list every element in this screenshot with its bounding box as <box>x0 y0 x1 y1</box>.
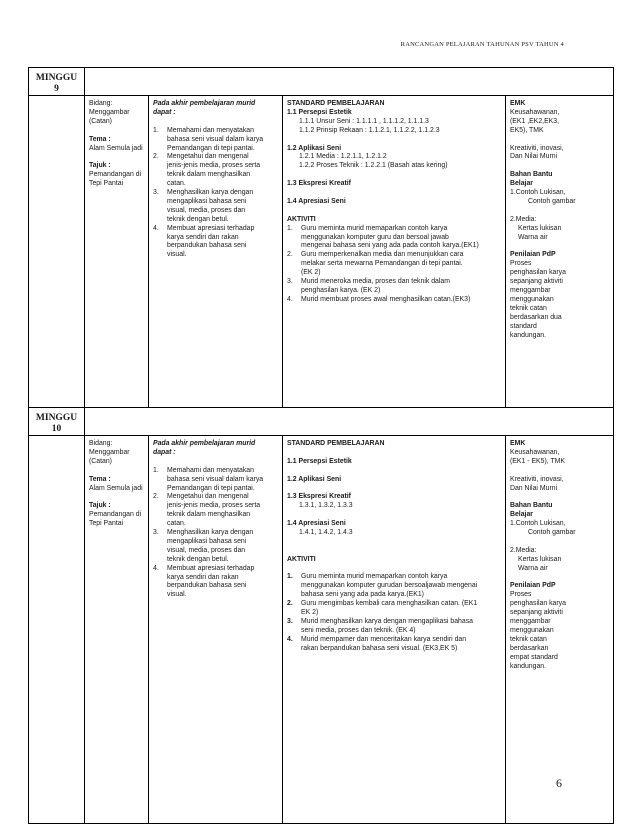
activity-num: 3. <box>287 278 293 286</box>
activity-line: seni media, proses dan teknik. (EK 4) <box>301 626 416 634</box>
emk-line: empat standard <box>510 653 558 661</box>
emk-line: menggambar <box>510 286 551 294</box>
emk-line: Dan Nilai Murni <box>510 484 558 492</box>
activity-line: Guru meminta murid memaparkan contoh karya <box>301 224 448 232</box>
lesson-plan-table <box>28 67 614 824</box>
emk-line: menggunakan <box>510 295 554 303</box>
objective-line: Mengetahui dan mengenal <box>167 493 249 501</box>
spacer <box>510 467 609 476</box>
activity-line: bahasa seni yang ada pada karya.(EK1) <box>301 591 424 599</box>
objective-line: catan. <box>167 180 186 188</box>
activity-num: 4. <box>287 295 293 303</box>
objective-item <box>153 493 278 529</box>
objective-num: 3. <box>153 189 159 197</box>
objective-line: visual. <box>167 591 187 599</box>
objective-num: 1. <box>153 126 159 134</box>
week-spacer-cell <box>29 96 85 408</box>
objective-line: visual, media, proses dan <box>167 206 246 214</box>
objective-line: visual, media, proses dan <box>167 546 246 554</box>
activity-line: Murid membuat proses awal menghasilkan catan.(EK3) <box>301 295 471 303</box>
standard-line: 1.4 Apresiasi Seni <box>287 197 346 205</box>
standard-line: 1.1 Persepsi Estetik <box>287 108 352 116</box>
standard-title: STANDARD PEMBELAJARAN <box>287 100 385 107</box>
activity-line: Guru meminta murid memaparkan contoh karya <box>301 573 448 581</box>
activity-item <box>287 296 501 305</box>
objective-num: 4. <box>153 224 159 232</box>
objective-item <box>153 565 278 601</box>
activity-item <box>287 600 501 618</box>
emk-line: teknik catan <box>510 635 547 643</box>
activity-item <box>287 636 501 654</box>
objective-cell <box>149 436 283 824</box>
week-content-row <box>29 436 614 824</box>
bidang-title: Bidang: <box>89 440 113 447</box>
bidang-line: Menggambar <box>89 108 130 116</box>
objective-item <box>153 467 278 494</box>
objective-line: teknik dengan betul. <box>167 215 229 223</box>
spacer <box>510 574 609 583</box>
emk-line: Proses <box>510 260 532 268</box>
week-header-row <box>29 408 614 436</box>
objective-line: mengaplikasi bahasa seni <box>167 197 247 205</box>
objective-num: 3. <box>153 529 159 537</box>
emk-line: (EK1 - EK5), TMK <box>510 457 566 465</box>
tema-title: Tema : <box>89 475 111 483</box>
emk-line: standard <box>510 322 537 330</box>
spacer <box>287 565 501 574</box>
objective-line: bahasa seni visual dalam karya <box>167 135 264 143</box>
spacer <box>89 127 144 136</box>
standard-line: 1.3 Ekspresi Kreatif <box>287 493 351 501</box>
objective-line: berpandukan bahasa seni <box>167 242 247 250</box>
spacer <box>287 538 501 547</box>
bidang-line: (Catan) <box>89 457 112 465</box>
emk-line: Penilaian PdP <box>510 582 556 590</box>
topic-cell <box>85 96 149 408</box>
objective-line: Memahami dan menyatakan <box>167 126 254 134</box>
spacer <box>287 467 501 476</box>
emk-line: Keusahawanan, <box>510 448 560 456</box>
tema-value: Alam Semula jadi <box>89 484 143 492</box>
emk-line: berdasarkan dua <box>510 313 562 321</box>
emk-line: Proses <box>510 591 532 599</box>
objective-item <box>153 127 278 154</box>
objective-line: catan. <box>167 520 186 528</box>
standard-line: 1.2.2 Proses Teknik : 1.2.2.1 (Basah atas kering) <box>299 162 448 170</box>
standard-line: 1.4.1, 1.4.2, 1.4.3 <box>299 529 353 536</box>
emk-line: kandungan. <box>510 662 547 670</box>
emk-line: Kertas lukisan <box>518 555 562 563</box>
objective-line: jenis-jenis media, proses serta <box>167 162 261 170</box>
page-number: 6 <box>556 776 562 790</box>
standard-cell <box>283 436 506 824</box>
spacer <box>89 493 144 502</box>
objective-line: visual. <box>167 251 187 259</box>
objective-line: teknik dengan betul. <box>167 555 229 563</box>
emk-line: Penilaian PdP <box>510 251 556 259</box>
activity-line: Guru mengimbas kembali cara menghasilkan catan. (EK1 <box>301 600 478 608</box>
objective-line: teknik dalam menghasilkan <box>167 171 251 179</box>
objective-intro: Pada akhir pembelajaran murid <box>153 100 256 107</box>
objective-line: karya sendiri dan rakan <box>167 573 239 581</box>
objective-line: berpandukan bahasa seni <box>167 582 247 590</box>
spacer <box>510 136 609 145</box>
objective-line: Menghasilkan karya dengan <box>167 189 254 197</box>
emk-line: EK5), TMK <box>510 126 544 134</box>
activity-line: Murid mempamer dan menceritakan karya sendiri dan <box>301 635 467 643</box>
spacer <box>287 136 501 145</box>
tajuk-line: Pemandangan di <box>89 171 142 179</box>
objective-line: karya sendiri dan rakan <box>167 233 239 241</box>
activity-line: menggunakan komputer gurudan bersoaljawab mengenai <box>301 582 478 590</box>
standard-line: 1.2 Aplikasi Seni <box>287 475 342 483</box>
standard-line: 1.2 Aplikasi Seni <box>287 144 342 152</box>
standard-line: 1.3.1, 1.3.2, 1.3.3 <box>299 502 353 510</box>
objective-num: 2. <box>153 493 159 501</box>
activity-line: Murid menghasilkan karya dengan mengaplikasi bahasa <box>301 618 473 626</box>
week-label <box>29 68 85 96</box>
objective-line: mengaplikasi bahasa seni <box>167 537 247 545</box>
activity-title: AKTIVITI <box>287 215 316 223</box>
standard-line: 1.1.2 Prinsip Rekaan : 1.1.2.1, 1.1.2.2, 1.1.2.3 <box>299 126 440 134</box>
emk-cell <box>506 96 614 408</box>
objective-intro: Pada akhir pembelajaran murid <box>153 440 256 447</box>
objective-intro: dapat : <box>153 448 176 456</box>
objective-num: 4. <box>153 564 159 572</box>
emk-line: teknik catan <box>510 304 547 312</box>
tema-title: Tema : <box>89 135 111 143</box>
standard-line: 1.1 Persepsi Estetik <box>287 457 352 465</box>
emk-line: 2.Media: <box>510 546 537 554</box>
emk-line: menggunakan <box>510 626 554 634</box>
spacer <box>510 493 609 502</box>
week-header-blank <box>85 408 614 436</box>
activity-line: Guru memperkenalkan media dan menunjukkan cara <box>301 251 464 259</box>
objective-item <box>153 153 278 189</box>
objective-line: jenis-jenis media, proses serta <box>167 502 261 510</box>
objective-line: Menghasilkan karya dengan <box>167 529 254 537</box>
activity-line: menggunakan komputer guru dan bersoal jawab <box>301 233 449 241</box>
spacer <box>287 449 501 458</box>
emk-line: sepanjang aktiviti <box>510 278 563 286</box>
spacer <box>510 538 609 547</box>
emk-line: Kreativiti, inovasi, <box>510 475 564 483</box>
emk-line: sepanjang aktiviti <box>510 609 563 617</box>
bidang-title: Bidang: <box>89 100 113 107</box>
spacer <box>287 171 501 180</box>
activity-line: penghasilan karya. (EK 2) <box>301 286 381 294</box>
activity-line: Murid meneroka media, proses dan teknik dalam <box>301 278 450 286</box>
tema-value: Alam Semula jadi <box>89 144 143 152</box>
emk-line: Kreativiti, inovasi, <box>510 144 564 152</box>
objective-line: Pemandangan di tepi pantai. <box>167 484 255 492</box>
activity-num: 3. <box>287 618 293 626</box>
emk-line: EMK <box>510 440 526 447</box>
spacer <box>287 207 501 216</box>
week-label-line: MINGGU <box>35 73 78 83</box>
objective-line: Memahami dan menyatakan <box>167 466 254 474</box>
activity-item <box>287 278 501 296</box>
tajuk-title: Tajuk : <box>89 502 111 510</box>
spacer <box>287 511 501 520</box>
objective-line: bahasa seni visual dalam karya <box>167 475 264 483</box>
objective-list <box>153 127 278 261</box>
emk-line: 1.Contoh Lukisan, <box>510 189 566 197</box>
objective-line: Mengetahui dan mengenal <box>167 153 249 161</box>
spacer <box>510 242 609 251</box>
objective-list <box>153 467 278 601</box>
standard-line: 1.1.1 Unsur Seni : 1.1.1.1 , 1.1.1.2, 1.1.1.3 <box>299 117 429 125</box>
bidang-line: (Catan) <box>89 117 112 125</box>
activity-item <box>287 225 501 252</box>
week-label <box>29 408 85 436</box>
emk-line: Bahan Bantu <box>510 171 553 179</box>
spacer <box>287 547 501 556</box>
emk-line: penghasilan karya <box>510 600 566 608</box>
week-header-blank <box>85 68 614 96</box>
objective-item <box>153 225 278 261</box>
bidang-line: Menggambar <box>89 448 130 456</box>
week-number: 9 <box>54 84 59 94</box>
activity-item <box>287 573 501 600</box>
emk-line: kandungan. <box>510 331 547 339</box>
week-spacer-cell <box>29 436 85 824</box>
emk-line: (EK1 ,EK2,EK3, <box>510 117 560 125</box>
standard-title: STANDARD PEMBELAJARAN <box>287 440 385 447</box>
tajuk-title: Tajuk : <box>89 162 111 170</box>
activity-line: (EK 2) <box>301 269 321 277</box>
week-content-row <box>29 96 614 408</box>
week-number: 10 <box>51 424 62 434</box>
objective-intro: dapat : <box>153 108 176 116</box>
emk-line: Bahan Bantu <box>510 502 553 510</box>
spacer <box>89 467 144 476</box>
standard-line: 1.4 Apresiasi Seni <box>287 520 346 528</box>
spacer <box>510 162 609 171</box>
week-header-row <box>29 68 614 96</box>
activity-list <box>287 225 501 305</box>
week-label-line: MINGGU <box>35 413 78 423</box>
emk-line: Keusahawanan, <box>510 108 560 116</box>
emk-line: Dan Nilai Murni <box>510 153 558 161</box>
objective-num: 2. <box>153 153 159 161</box>
spacer <box>89 153 144 162</box>
activity-num: 1. <box>287 573 293 581</box>
emk-cell <box>506 436 614 824</box>
spacer <box>153 118 278 127</box>
tajuk-line: Tepi Pantai <box>89 180 124 188</box>
emk-line: berdasarkan <box>510 644 549 652</box>
emk-line: 1.Contoh Lukisan, <box>510 520 566 528</box>
activity-line: mengenai bahasa seni yang ada pada contoh karya.(EK1) <box>301 242 479 250</box>
activity-item <box>287 251 501 278</box>
emk-line: Warna air <box>518 233 548 241</box>
emk-line: EMK <box>510 100 526 107</box>
activity-line: EK 2) <box>301 609 319 617</box>
emk-line: penghasilan karya <box>510 269 566 277</box>
objective-item <box>153 189 278 225</box>
page-header: RANCANGAN PELAJARAN TAHUNAN PSV TAHUN 4 <box>400 41 564 48</box>
activity-num: 1. <box>287 224 293 232</box>
objective-line: Membuat apresiasi terhadap <box>167 224 255 232</box>
objective-cell <box>149 96 283 408</box>
activity-line: melakar serta mewarna Pemandangan di tepi pantai. <box>301 260 463 268</box>
spacer <box>153 458 278 467</box>
activity-num: 4. <box>287 635 293 643</box>
topic-cell <box>85 436 149 824</box>
activity-line: rakan berpandukan bahasa seni visual. (EK3,EK 5) <box>301 644 458 652</box>
emk-line: Contoh gambar <box>528 197 576 205</box>
spacer <box>510 207 609 216</box>
objective-item <box>153 529 278 565</box>
standard-line: 1.3 Ekspresi Kreatif <box>287 180 351 188</box>
emk-line: 2.Media: <box>510 215 537 223</box>
spacer <box>287 189 501 198</box>
objective-line: Pemandangan di tepi pantai. <box>167 144 255 152</box>
emk-line: Belajar <box>510 180 533 188</box>
tajuk-line: Pemandangan di <box>89 511 142 519</box>
emk-line: Warna air <box>518 564 548 572</box>
emk-line: Kertas lukisan <box>518 224 562 232</box>
tajuk-line: Tepi Pantai <box>89 520 124 528</box>
standard-cell <box>283 96 506 408</box>
spacer <box>287 485 501 494</box>
emk-line: Belajar <box>510 511 533 519</box>
emk-line: Contoh gambar <box>528 529 576 537</box>
objective-line: Membuat apresiasi terhadap <box>167 564 255 572</box>
activity-item <box>287 618 501 636</box>
objective-num: 1. <box>153 466 159 474</box>
objective-line: teknik dalam menghasilkan <box>167 511 251 519</box>
emk-line: menggambar <box>510 618 551 626</box>
activity-num: 2. <box>287 251 293 259</box>
activity-num: 2. <box>287 600 293 608</box>
activity-list <box>287 573 501 653</box>
standard-line: 1.2.1 Media : 1.2.1.1, 1.2.1.2 <box>299 153 387 161</box>
activity-title: AKTIVITI <box>287 555 316 563</box>
